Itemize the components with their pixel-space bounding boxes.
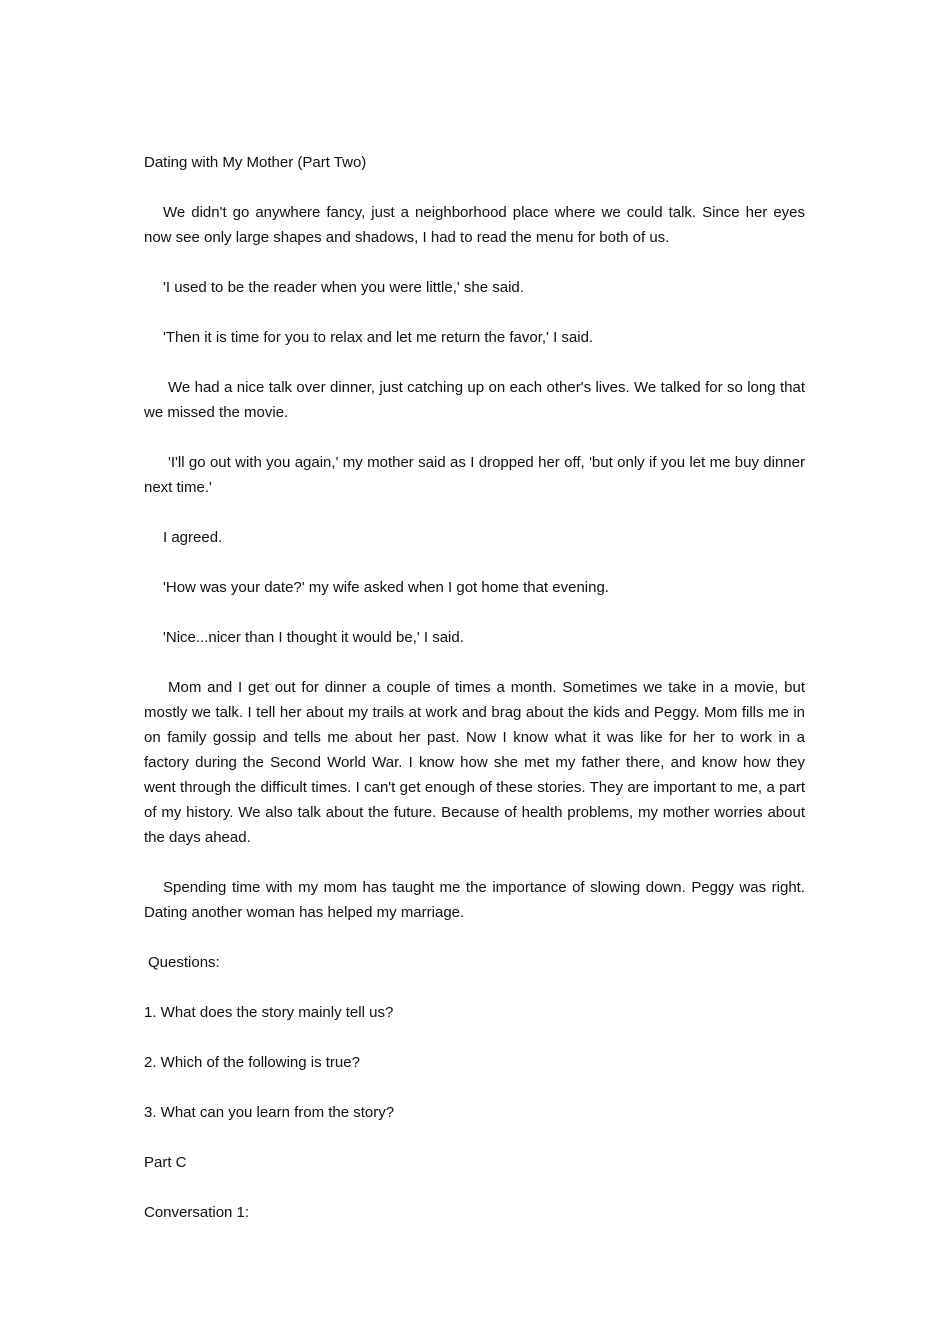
story-paragraph: 'Nice...nicer than I thought it would be,' I said. [163, 629, 464, 646]
questions-heading: Questions: [148, 954, 220, 971]
story-paragraph: 'I used to be the reader when you were little,' she said. [163, 279, 524, 296]
document-title: Dating with My Mother (Part Two) [144, 154, 367, 171]
story-paragraph: We had a nice talk over dinner, just catching up on each other's lives. We talked for so long that we missed the movie. [144, 379, 805, 421]
question-item: 1. What does the story mainly tell us? [144, 1004, 394, 1021]
conversation-heading: Conversation 1: [144, 1204, 250, 1221]
document-page [144, 150, 805, 1250]
story-paragraph: 'How was your date?' my wife asked when I got home that evening. [163, 579, 609, 596]
story-paragraph: I agreed. [163, 529, 223, 546]
question-item: 2. Which of the following is true? [144, 1054, 360, 1071]
question-item: 3. What can you learn from the story? [144, 1104, 395, 1121]
part-heading: Part C [144, 1154, 187, 1171]
story-paragraph: Mom and I get out for dinner a couple of times a month. Sometimes we take in a movie, but mostly we talk. I tell her about my trails at work and brag about the kids and Peggy. Mom fills me in on family gossip and tells me about her past. Now I know what it was like for her to work in a factory during the Second World War. I know how she met my father there, and know how they went through the difficult times. I can't get enough of these stories. They are important to me, a part of my history. We also talk about the future. Because of health problems, my mother worries about the days ahead. [144, 679, 805, 846]
story-paragraph: We didn't go anywhere fancy, just a neighborhood place where we could talk. Since her eyes now see only large shapes and shadows, I had to read the menu for both of us. [144, 204, 805, 246]
story-paragraph: 'I'll go out with you again,' my mother said as I dropped her off, 'but only if you let me buy dinner next time.' [144, 454, 805, 496]
story-paragraph: Spending time with my mom has taught me the importance of slowing down. Peggy was right. Dating another woman has helped my marriage. [144, 879, 805, 921]
story-paragraph: 'Then it is time for you to relax and let me return the favor,' I said. [163, 329, 594, 346]
